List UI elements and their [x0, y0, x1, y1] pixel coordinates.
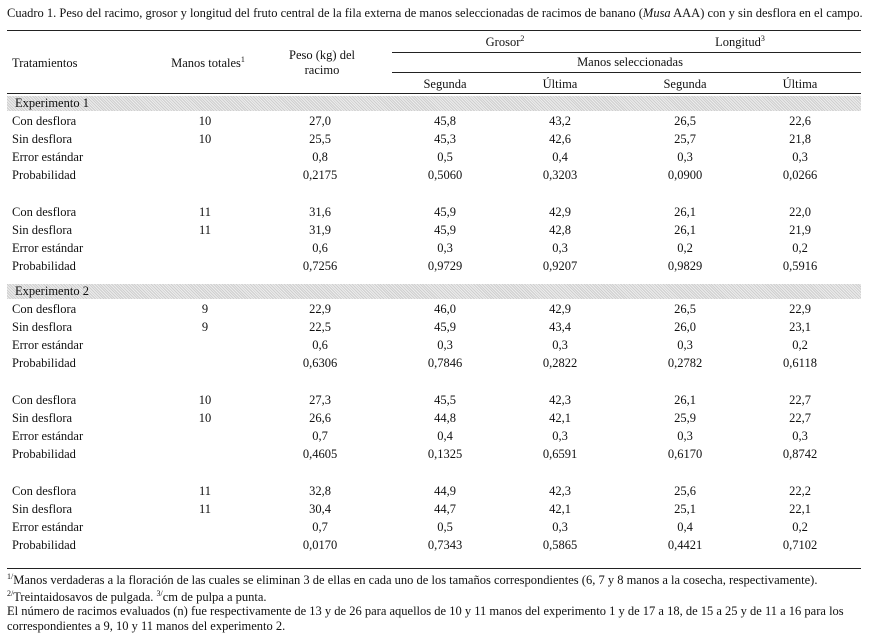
table-cell: 0,6 [312, 240, 328, 255]
table-cell: 25,6 [674, 483, 696, 498]
table-cell: 30,4 [309, 501, 331, 516]
table-cell: 0,5865 [542, 537, 578, 552]
table-cell: 22,5 [309, 320, 331, 335]
table-cell: 0,6306 [302, 356, 338, 371]
table-row [0, 336, 871, 354]
table-cell: 0,8 [312, 150, 328, 165]
header-peso: Peso (kg) del racimo [289, 48, 355, 77]
footnote-2-3: $^{2/}$Treintaidosavos de pulgada. $^{3/}$cm de pulpa a punta. [7, 589, 267, 604]
row-label: Sin desflora [12, 320, 73, 335]
table-cell: 0,7 [312, 519, 328, 534]
table-row [0, 500, 871, 518]
experiment-label: Experimento 2 [15, 284, 89, 299]
row-label: Sin desflora [12, 410, 73, 425]
table-row [0, 482, 871, 500]
table-row [0, 166, 871, 184]
table-row [0, 318, 871, 336]
table-cell: 0,7102 [782, 537, 818, 552]
table-cell: 45,5 [434, 392, 456, 407]
header-segunda-longitud: Segunda [663, 77, 707, 91]
table-cell: 22,6 [789, 114, 811, 128]
caption-text: Cuadro 1. Peso del racimo, grosor y longitud del fruto central de la fila externa de manos seleccionadas de racimos de banano ( [7, 6, 643, 20]
table-row [0, 300, 871, 318]
row-label: Sin desflora [12, 132, 73, 147]
table-cell: 9 [201, 302, 209, 317]
table-cell: 0,9829 [667, 259, 703, 273]
row-label: Probabilidad [12, 537, 76, 552]
table-cell: 26,1 [674, 204, 696, 219]
table-cell: 21,8 [789, 132, 811, 147]
row-label: Error estándar [12, 429, 84, 443]
table-cell: 0,2782 [667, 356, 703, 371]
table-cell: 0,5 [437, 150, 453, 165]
table-cell: 0,4 [677, 519, 693, 534]
row-label: Probabilidad [12, 356, 76, 371]
row-label: Sin desflora [12, 222, 73, 237]
row-label: Sin desflora [12, 501, 73, 516]
table-cell: 0,3 [677, 338, 693, 353]
table-cell: 0,2175 [302, 168, 338, 183]
table-row [0, 445, 871, 463]
table-cell: 32,8 [309, 483, 331, 498]
experiment-band [7, 284, 861, 299]
table-cell: 26,1 [674, 222, 696, 237]
table-cell: 0,0266 [782, 168, 818, 183]
table-row [0, 536, 871, 554]
table-cell: 0,4605 [302, 447, 338, 462]
table-row [0, 518, 871, 536]
table-cell: 44,7 [434, 501, 456, 516]
table-cell: 0,2822 [542, 356, 578, 371]
table-cell: 42,1 [549, 410, 571, 425]
table-row [0, 130, 871, 148]
header-longitud: Longitud$^3$ [715, 34, 765, 49]
table-cell: 0,4 [552, 150, 568, 165]
row-label: Probabilidad [12, 447, 76, 462]
table-cell: 0,3 [792, 150, 808, 165]
table-row [0, 409, 871, 427]
table-cell: 25,5 [309, 132, 331, 147]
header-ultima-longitud: Última [782, 77, 818, 91]
table-cell: 0,2 [792, 519, 808, 534]
table-cell: 45,9 [434, 222, 456, 237]
row-label: Con desflora [12, 302, 77, 317]
header-bottom-rule [7, 93, 861, 94]
header-rule-groups [392, 52, 861, 53]
table-row [0, 427, 871, 445]
table-cell: 26,5 [674, 302, 696, 317]
table-cell: 25,1 [674, 501, 696, 516]
table-cell: 0,3 [792, 429, 808, 443]
table-cell: 0,3 [552, 429, 568, 443]
row-label: Error estándar [12, 150, 84, 165]
table-cell: 11 [198, 501, 212, 516]
table-row [0, 148, 871, 166]
row-label: Con desflora [12, 204, 77, 219]
table-cell: 22,9 [309, 302, 331, 317]
table-cell: 0,5060 [427, 168, 463, 183]
table-row [0, 221, 871, 239]
table-cell: 43,4 [549, 320, 571, 335]
table-cell: 10 [198, 410, 212, 425]
table-cell: 11 [198, 204, 212, 219]
table-cell: 0,2 [792, 240, 808, 255]
table-row [0, 354, 871, 372]
table-cell: 22,1 [789, 501, 811, 516]
header-manos-totales: Manos totales$^1$ [171, 55, 245, 70]
header-rule-manos [392, 72, 861, 73]
footnote-1: $^{1/}$Manos verdaderas a la floración de las cuales se eliminan 3 de ellas en cada uno de los tamaños correspondientes (6, 7 y 8 manos a la cosecha, respectivamente). [7, 572, 818, 587]
table-cell: 42,9 [549, 302, 571, 317]
header-tratamientos: Tratamientos [12, 56, 78, 70]
footnote-note: El número de racimos evaluados (n) fue respectivamente de 13 y de 26 para aquellos de 10 y 11 manos del experimento 1 y de 17 a 18, de 15 a 25 y de 11 a 16 para los correspondientes a 9, 10 y 11 manos del experimento 2. [7, 604, 844, 633]
row-label: Con desflora [12, 483, 77, 498]
row-label: Probabilidad [12, 168, 76, 183]
table-cell: 0,9207 [542, 259, 578, 273]
table-cell: 0,7846 [427, 356, 463, 371]
table-cell: 22,9 [789, 302, 811, 317]
header-manos-seleccionadas: Manos seleccionadas [577, 55, 683, 69]
table-cell: 42,6 [549, 132, 571, 147]
table-cell: 10 [198, 114, 212, 128]
table-cell: 0,0900 [667, 168, 703, 183]
table-cell: 0,6118 [783, 356, 817, 371]
table-cell: 0,1325 [427, 447, 463, 462]
table-cell: 0,3 [437, 240, 453, 255]
row-label: Error estándar [12, 338, 84, 353]
table-cell: 11 [198, 222, 212, 237]
table-cell: 25,7 [674, 132, 696, 147]
table-cell: 9 [201, 320, 209, 335]
row-label: Con desflora [12, 392, 77, 407]
table-cell: 0,3 [552, 519, 568, 534]
table-cell: 0,7256 [302, 259, 338, 273]
table-cell: 42,3 [549, 483, 571, 498]
table-cell: 23,1 [789, 320, 811, 335]
table-cell: 11 [198, 483, 212, 498]
table-cell: 42,9 [549, 204, 571, 219]
table-cell: 22,0 [789, 204, 811, 219]
row-label: Con desflora [12, 114, 77, 128]
table-cell: 45,9 [434, 320, 456, 335]
top-rule [7, 30, 861, 31]
table-cell: 0,3 [552, 338, 568, 353]
table-cell: 0,6 [312, 338, 328, 353]
table-cell: 0,2 [792, 338, 808, 353]
table-cell: 0,5 [437, 519, 453, 534]
table-cell: 0,7 [312, 429, 328, 443]
caption-text-end: AAA) con y sin desflora en el campo. [670, 6, 863, 20]
table-cell: 0,3 [437, 338, 453, 353]
table-cell: 0,3 [552, 240, 568, 255]
table-row [0, 112, 871, 130]
table-cell: 26,5 [674, 114, 696, 128]
table-cell: 0,7343 [427, 537, 463, 552]
table-cell: 0,0170 [302, 537, 338, 552]
table-cell: 26,1 [674, 392, 696, 407]
table-cell: 0,6591 [542, 447, 578, 462]
table-cell: 0,4421 [667, 537, 703, 552]
header-grosor: Grosor$^2$ [485, 34, 525, 49]
row-label: Error estándar [12, 519, 84, 534]
table-cell: 31,6 [309, 204, 331, 219]
table-cell: 27,0 [309, 114, 331, 128]
experiment-label: Experimento 1 [15, 96, 89, 110]
table-caption [7, 6, 863, 21]
caption-species: Musa [642, 6, 671, 20]
table-cell: 22,7 [789, 410, 811, 425]
table-cell: 0,3 [677, 429, 693, 443]
experiment-band [7, 96, 861, 111]
table-cell: 0,2 [677, 240, 693, 255]
table-cell: 0,3 [677, 150, 693, 165]
table-row [0, 257, 871, 275]
header-ultima-grosor: Última [542, 77, 578, 91]
table-cell: 0,4 [437, 429, 453, 443]
table-row [0, 239, 871, 257]
table-cell: 42,3 [549, 392, 571, 407]
table-cell: 22,2 [789, 483, 811, 498]
table-cell: 42,1 [549, 501, 571, 516]
header-segunda-grosor: Segunda [423, 77, 467, 91]
row-label: Probabilidad [12, 259, 76, 273]
table-cell: 31,9 [309, 222, 331, 237]
table-cell: 27,3 [309, 392, 331, 407]
table-cell: 43,2 [549, 114, 571, 128]
table-cell: 46,0 [434, 302, 456, 317]
table-cell: 0,9729 [427, 259, 463, 273]
row-label: Error estándar [12, 240, 84, 255]
table-cell: 0,8742 [782, 447, 818, 462]
table-cell: 0,3203 [542, 168, 578, 183]
table-cell: 26,6 [309, 410, 331, 425]
table-cell: 25,9 [674, 410, 696, 425]
table-cell: 44,8 [434, 410, 456, 425]
table-cell: 45,9 [434, 204, 456, 219]
table-row [0, 391, 871, 409]
table-cell: 0,5916 [782, 259, 818, 273]
table-cell: 45,8 [434, 114, 456, 128]
table-cell: 44,9 [434, 483, 456, 498]
table-cell: 0,6170 [667, 447, 703, 462]
table-cell: 22,7 [789, 392, 811, 407]
table-cell: 10 [198, 392, 212, 407]
table-cell: 26,0 [674, 320, 696, 335]
table-cell: 45,3 [434, 132, 456, 147]
table-cell: 21,9 [789, 222, 811, 237]
bottom-rule [7, 568, 861, 569]
table-cell: 10 [198, 132, 212, 147]
table-row [0, 203, 871, 221]
table-cell: 42,8 [549, 222, 571, 237]
